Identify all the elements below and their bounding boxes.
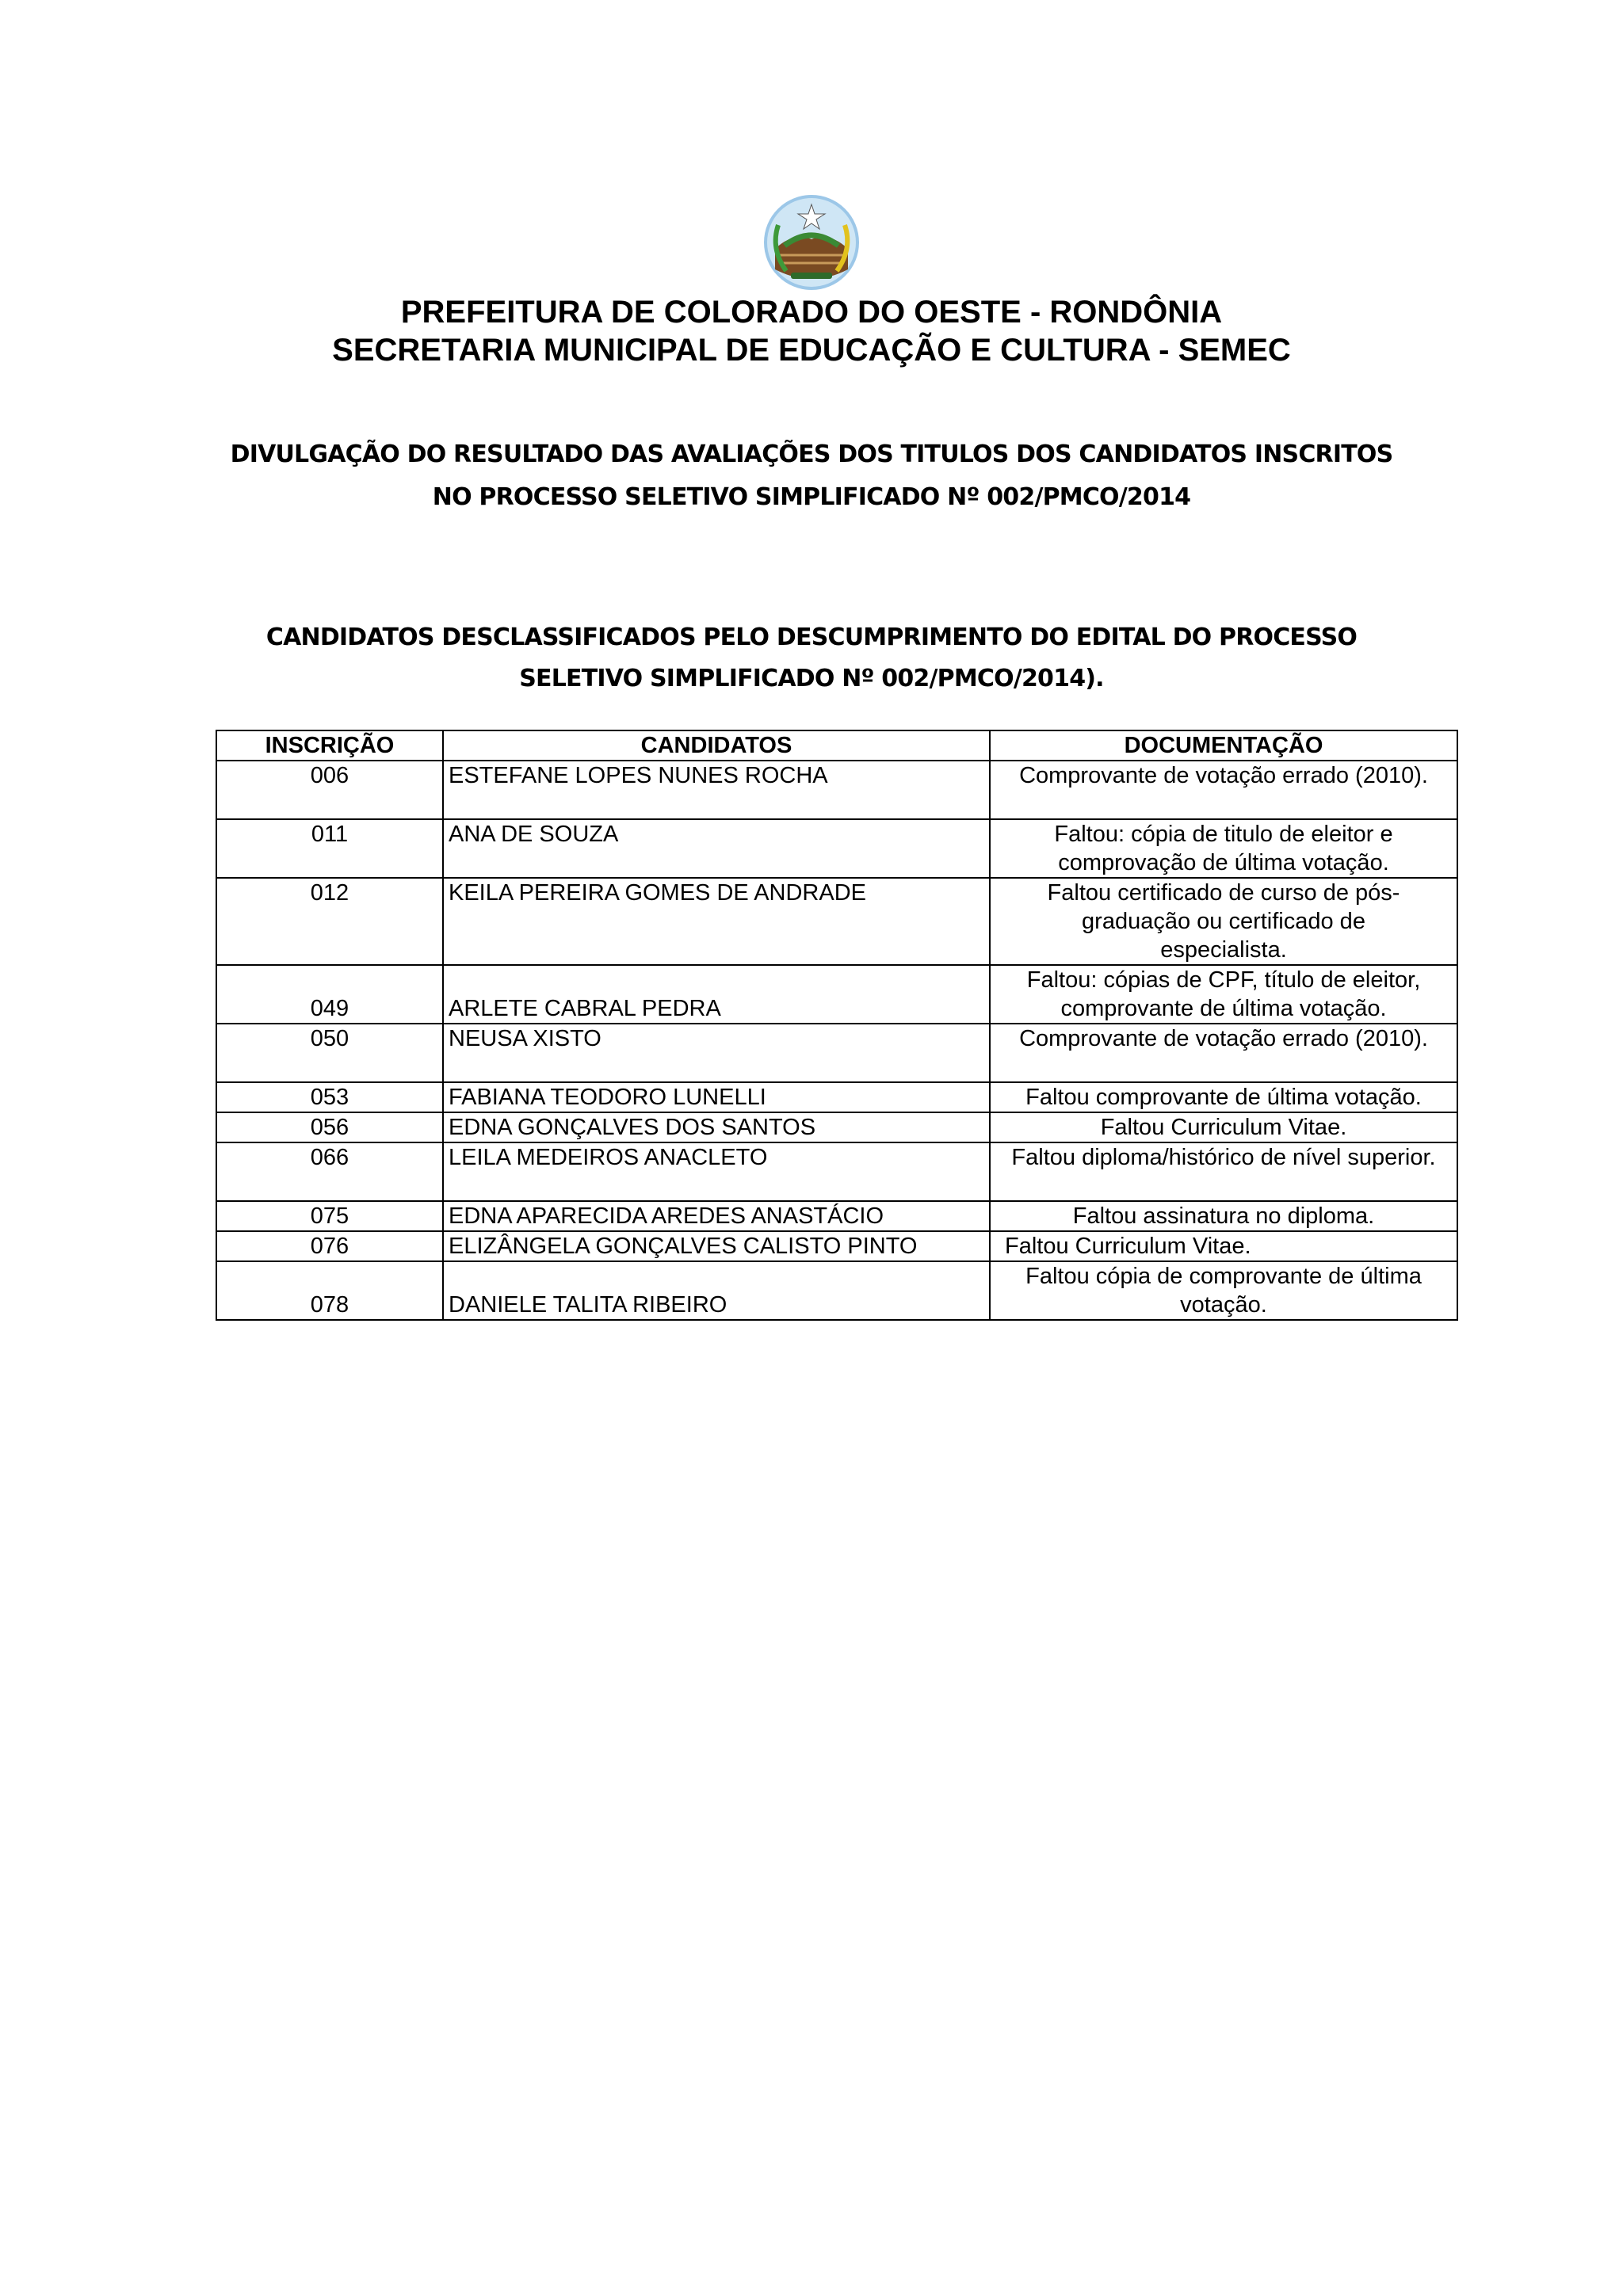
inscricao-cell: 056 [216,1112,443,1142]
inscricao-cell: 011 [216,819,443,878]
table-row [216,1112,1457,1142]
section-title-line-1: CANDIDATOS DESCLASSIFICADOS PELO DESCUMPRIMENTO DO EDITAL DO PROCESSO [265,624,1358,651]
table-row [216,1231,1457,1261]
table-row [216,965,1457,1024]
documentation-cell: Faltou diploma/histórico de nível superior. [990,1142,1457,1201]
table-row [216,819,1457,878]
inscricao-cell: 049 [216,965,443,1024]
documentation-cell: Faltou: cópia de titulo de eleitor e comprovação de última votação. [990,819,1457,878]
column-header-candidatos: CANDIDATOS [443,730,990,761]
candidate-cell: FABIANA TEODORO LUNELLI [443,1082,990,1112]
column-header-documentacao: DOCUMENTAÇÃO [990,730,1457,761]
candidate-cell: ELIZÂNGELA GONÇALVES CALISTO PINTO [443,1231,990,1261]
table-row [216,1142,1457,1201]
table-row [216,1024,1457,1082]
inscricao-cell: 076 [216,1231,443,1261]
candidate-cell: NEUSA XISTO [443,1024,990,1082]
column-header-inscricao: INSCRIÇÃO [216,730,443,761]
section-title-line-2: SELETIVO SIMPLIFICADO Nº 002/PMCO/2014). [519,665,1104,692]
table-header-row [216,730,1457,761]
inscricao-cell: 066 [216,1142,443,1201]
candidate-cell: ARLETE CABRAL PEDRA [443,965,990,1024]
inscricao-cell: 006 [216,761,443,819]
documentation-cell: Faltou Curriculum Vitae. [990,1112,1457,1142]
header-subtitle: SECRETARIA MUNICIPAL DE EDUCAÇÃO E CULTURA - SEMEC [332,333,1291,368]
header-title: PREFEITURA DE COLORADO DO OESTE - RONDÔNIA [400,295,1223,330]
inscricao-cell: 050 [216,1024,443,1082]
inscricao-cell: 078 [216,1261,443,1320]
candidate-cell: ANA DE SOUZA [443,819,990,878]
disqualified-candidates-table [216,730,1458,1321]
candidate-cell: EDNA GONÇALVES DOS SANTOS [443,1112,990,1142]
inscricao-cell: 012 [216,878,443,965]
inscricao-cell: 053 [216,1082,443,1112]
documentation-cell: Comprovante de votação errado (2010). [990,761,1457,819]
documentation-cell: Faltou assinatura no diploma. [990,1201,1457,1231]
inscricao-cell: 075 [216,1201,443,1231]
table-row [216,1261,1457,1320]
candidate-cell: EDNA APARECIDA AREDES ANASTÁCIO [443,1201,990,1231]
documentation-cell: Faltou Curriculum Vitae. [990,1231,1457,1261]
candidate-cell: ESTEFANE LOPES NUNES ROCHA [443,761,990,819]
documentation-cell: Faltou comprovante de última votação. [990,1082,1457,1112]
table-row [216,1082,1457,1112]
table-row [216,1201,1457,1231]
documentation-cell: Faltou cópia de comprovante de última votação. [990,1261,1457,1320]
candidate-cell: KEILA PEREIRA GOMES DE ANDRADE [443,878,990,965]
table-row [216,761,1457,819]
announcement-line-1: DIVULGAÇÃO DO RESULTADO DAS AVALIAÇÕES DOS TITULOS DOS CANDIDATOS INSCRITOS [230,441,1393,468]
candidate-cell: LEILA MEDEIROS ANACLETO [443,1142,990,1201]
documentation-cell: Faltou certificado de curso de pós-graduação ou certificado de especialista. [990,878,1457,965]
table-row [216,878,1457,965]
documentation-cell: Faltou: cópias de CPF, título de eleitor, comprovante de última votação. [990,965,1457,1024]
municipal-seal-logo [762,193,861,292]
documentation-cell: Comprovante de votação errado (2010). [990,1024,1457,1082]
announcement-line-2: NO PROCESSO SELETIVO SIMPLIFICADO Nº 002/PMCO/2014 [432,483,1191,511]
candidate-cell: DANIELE TALITA RIBEIRO [443,1261,990,1320]
